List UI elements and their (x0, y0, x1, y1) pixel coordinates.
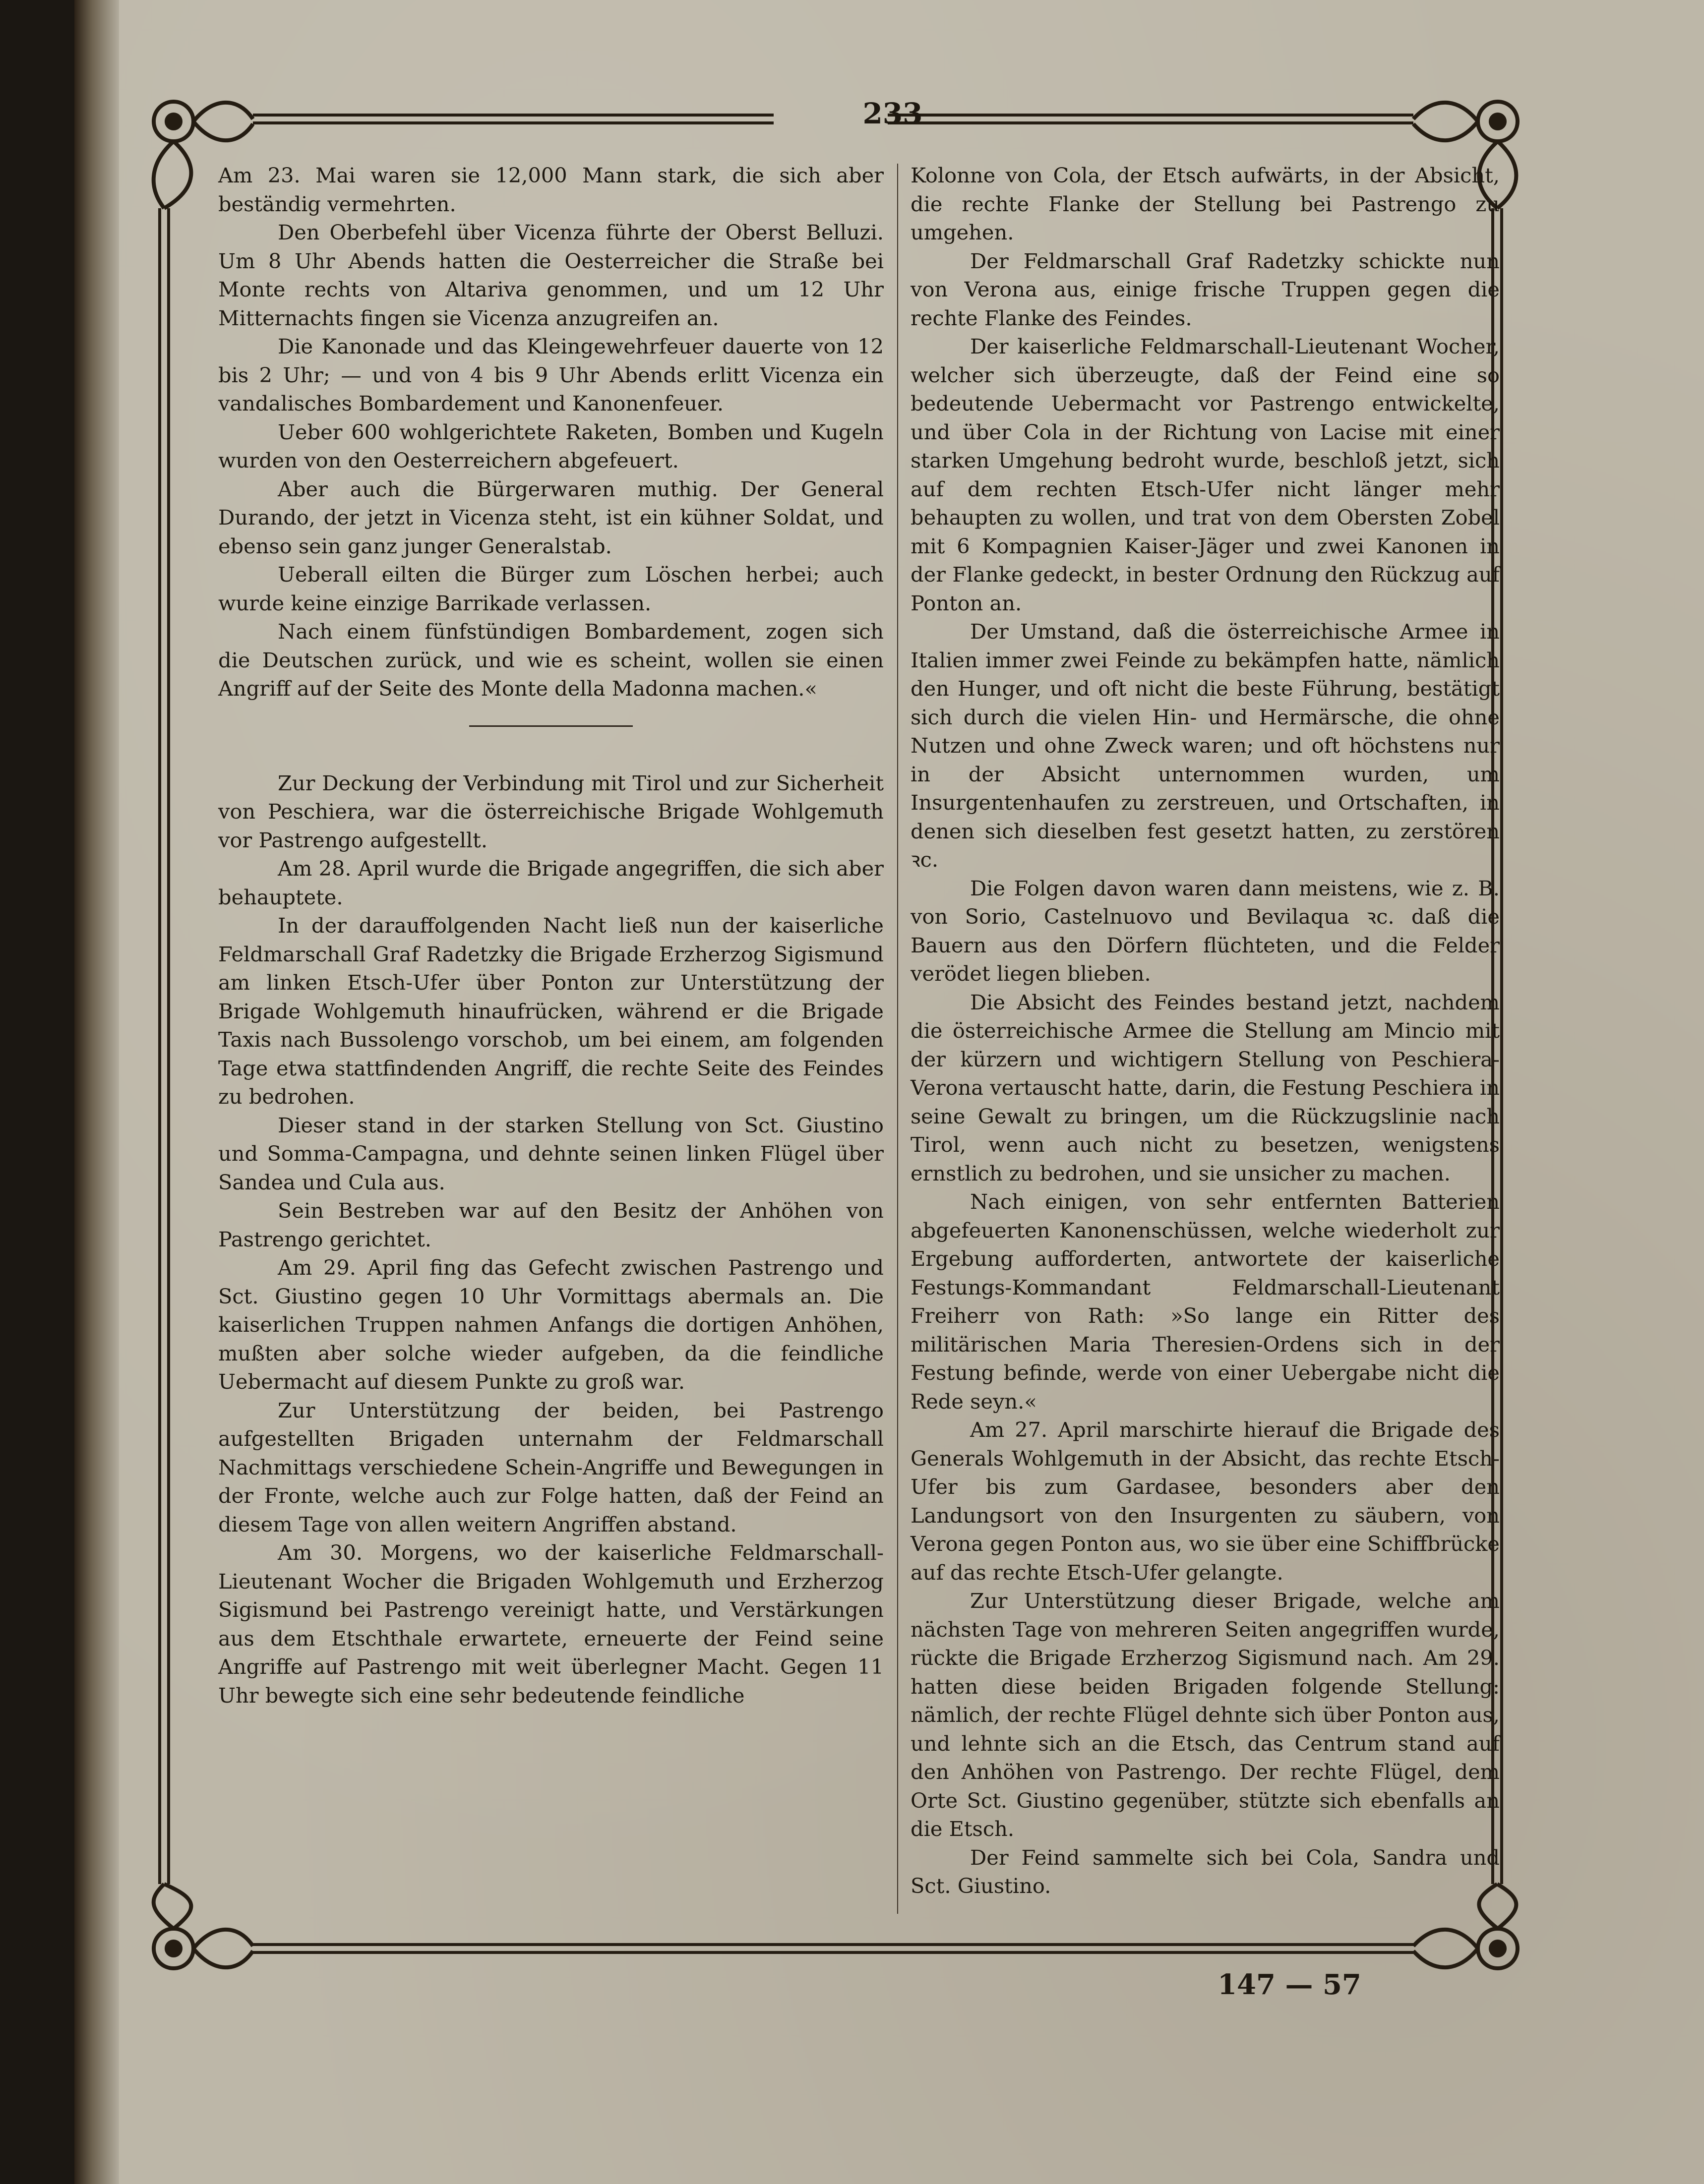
paragraph: Der Umstand, daß die österreichische Armee in Italien immer zwei Feinde zu bekämpfen hatte, nämlich den Hunger, und oft nicht die beste Führung, bestätigt sich durch die vielen Hin- und Hermärsche, die ohne Nutzen und ohne Zweck waren; und oft höchstens nur in der Absicht unternommen wurden, um Insurgentenhaufen zu zerstreuen, und Ortschaften, in denen sich dieselben fest gesetzt hatten, zu zerstören ꝛc. (911, 619, 1500, 872)
paragraph: Zur Unterstützung der beiden, bei Pastrengo aufgestellten Brigaden unternahm der Feldmarschall Nachmittags verschiedene Schein-Angriffe und Bewegungen in der Fronte, welche auch zur Folge hatten, daß der Feind an diesem Tage von allen weitern Angriffen abstand. (218, 1398, 884, 1536)
paragraph: Am 27. April marschirte hierauf die Brigade des Generals Wohlgemuth in der Absicht, das rechte Etsch-Ufer bis zum Gardasee, besonders aber den Landungsort von den Insurgenten zu säubern, von Verona gegen Ponton aus, wo sie über eine Schiffbrücke auf das rechte Etsch-Ufer gelangte. (911, 1417, 1500, 1585)
paragraph: Der Feind sammelte sich bei Cola, Sandra und Sct. Giustino. (911, 1845, 1500, 1898)
paragraph: In der darauffolgenden Nacht ließ nun der kaiserliche Feldmarschall Graf Radetzky die Brigade Erzherzog Sigismund am linken Etsch-Ufer über Ponton zur Unterstützung der Brigade Wohlgemuth hinaufrücken, während er die Brigade Taxis nach Bussolengo vorschob, um bei einem, am folgenden Tage etwa stattfindenden Angriff, die rechte Seite des Feindes zu bedrohen. (218, 913, 884, 1109)
page-number: 233 (862, 97, 923, 130)
paragraph: Aber auch die Bürgerwaren muthig. Der General Durando, der jetzt in Vicenza steht, ist ein kühner Soldat, und ebenso sein ganz junger Generalstab. (218, 476, 884, 558)
paragraph: Den Oberbefehl über Vicenza führte der Oberst Belluzi. Um 8 Uhr Abends hatten die Oesterreicher die Straße bei Monte rechts von Altariva genommen, und um 12 Uhr Mitternachts fingen sie Vicenza anzugreifen an. (218, 220, 884, 330)
paragraph: Ueber 600 wohlgerichtete Raketen, Bomben und Kugeln wurden von den Oesterreichern abgefeuert. (218, 419, 884, 472)
paragraph: Der kaiserliche Feldmarschall-Lieutenant Wocher, welcher sich überzeugte, daß der Feind eine so bedeutende Uebermacht vor Pastrengo entwickelte, und über Cola in der Richtung von Lacise mit einer starken Umgehung bedroht wurde, beschloß jetzt, sich auf dem rechten Etsch-Ufer nicht länger mehr behaupten zu wollen, und trat von dem Obersten Zobel mit 6 Kompagnien Kaiser-Jäger und zwei Kanonen in der Flanke gedeckt, in bester Ordnung den Rückzug auf Ponton an. (911, 334, 1500, 615)
paragraph: Am 23. Mai waren sie 12,000 Mann stark, die sich aber beständig vermehrten. (218, 163, 884, 216)
paragraph: Der Feldmarschall Graf Radetzky schickte nun von Verona aus, einige frische Truppen gegen die rechte Flanke des Feindes. (911, 248, 1500, 330)
left-column (218, 161, 884, 1710)
paragraph: Am 28. April wurde die Brigade angegriffen, die sich aber behauptete. (218, 856, 884, 909)
paragraph: Zur Deckung der Verbindung mit Tirol und zur Sicherheit von Peschiera, war die österreichische Brigade Wohlgemuth vor Pastrengo aufgestellt. (218, 770, 884, 852)
paragraph: Ueberall eilten die Bürger zum Löschen herbei; auch wurde keine einzige Barrikade verlassen. (218, 562, 884, 615)
corner-ornament-bottom-left (154, 1884, 253, 1968)
paragraph: Die Folgen davon waren dann meistens, wie z. B. von Sorio, Castelnuovo und Bevilaqua ꝛc. daß die Bauern aus den Dörfern flüchteten, und die Felder verödet liegen blieben. (911, 876, 1500, 986)
section-divider (469, 725, 633, 727)
paragraph: Nach einigen, von sehr entfernten Batterien abgefeuerten Kanonenschüssen, welche wiederholt zur Ergebung aufforderten, antwortete der kaiserliche Festungs-Kommandant Feldmarschall-Lieutenant Freiherr von Rath: »So lange ein Ritter des militärischen Maria Theresien-Ordens sich in der Festung befinde, werde von einer Uebergabe nicht die Rede seyn.« (911, 1189, 1500, 1414)
paragraph: Am 30. Morgens, wo der kaiserliche Feldmarschall-Lieutenant Wocher die Brigaden Wohlgemuth und Erzherzog Sigismund bei Pastrengo vereinigt hatte, und Verstärkungen aus dem Etschthale erwartete, erneuerte der Feind seine Angriffe auf Pastrengo mit weit überlegner Macht. Gegen 11 Uhr bewegte sich eine sehr bedeutende feindliche (218, 1540, 884, 1708)
signature-mark: 147 — 57 (1217, 1968, 1361, 2001)
paragraph-continuation: Kolonne von Cola, der Etsch aufwärts, in der Absicht, die rechte Flanke der Stellung bei Pastrengo zu umgehen. (911, 163, 1500, 244)
paragraph: Sein Bestreben war auf den Besitz der Anhöhen von Pastrengo gerichtet. (218, 1198, 884, 1251)
paragraph: Die Kanonade und das Kleingewehrfeuer dauerte von 12 bis 2 Uhr; — und von 4 bis 9 Uhr Abends erlitt Vicenza ein vandalisches Bombardement und Kanonenfeuer. (218, 334, 884, 415)
book-page (74, 0, 1704, 2184)
paragraph: Zur Unterstützung dieser Brigade, welche am nächsten Tage von mehreren Seiten angegriffen wurde, rückte die Brigade Erzherzog Sigismund nach. Am 29. hatten diese beiden Brigaden folgende Stellung: nämlich, der rechte Flügel dehnte sich über Ponton aus, und lehnte sich an die Etsch, das Centrum stand auf den Anhöhen von Pastrengo. Der rechte Flügel, dem Orte Sct. Giustino gegenüber, stützte sich ebenfalls an die Etsch. (911, 1589, 1500, 1841)
paragraph: Dieser stand in der starken Stellung von Sct. Giustino und Somma-Campagna, und dehnte seinen linken Flügel über Sandea und Cula aus. (218, 1113, 884, 1194)
paragraph: Die Absicht des Feindes bestand jetzt, nachdem die österreichische Armee die Stellung am Mincio mit der kürzern und wichtigern Stellung von Peschiera-Verona vertauscht hatte, darin, die Festung Peschiera in seine Gewalt zu bringen, um die Rückzugslinie nach Tirol, wenn auch nicht zu besetzen, wenigstens ernstlich zu bedrohen, und sie unsicher zu machen. (911, 990, 1500, 1185)
right-column (911, 161, 1500, 1900)
paragraph: Am 29. April fing das Gefecht zwischen Pastrengo und Sct. Giustino gegen 10 Uhr Vormittags abermals an. Die kaiserlichen Truppen nahmen Anfangs die dortigen Anhöhen, mußten aber solche wieder aufgeben, da die feindliche Uebermacht auf diesem Punkte zu groß war. (218, 1255, 884, 1394)
paragraph: Nach einem fünfstündigen Bombardement, zogen sich die Deutschen zurück, und wie es scheint, wollen sie einen Angriff auf der Seite des Monte della Madonna machen.« (218, 619, 884, 701)
